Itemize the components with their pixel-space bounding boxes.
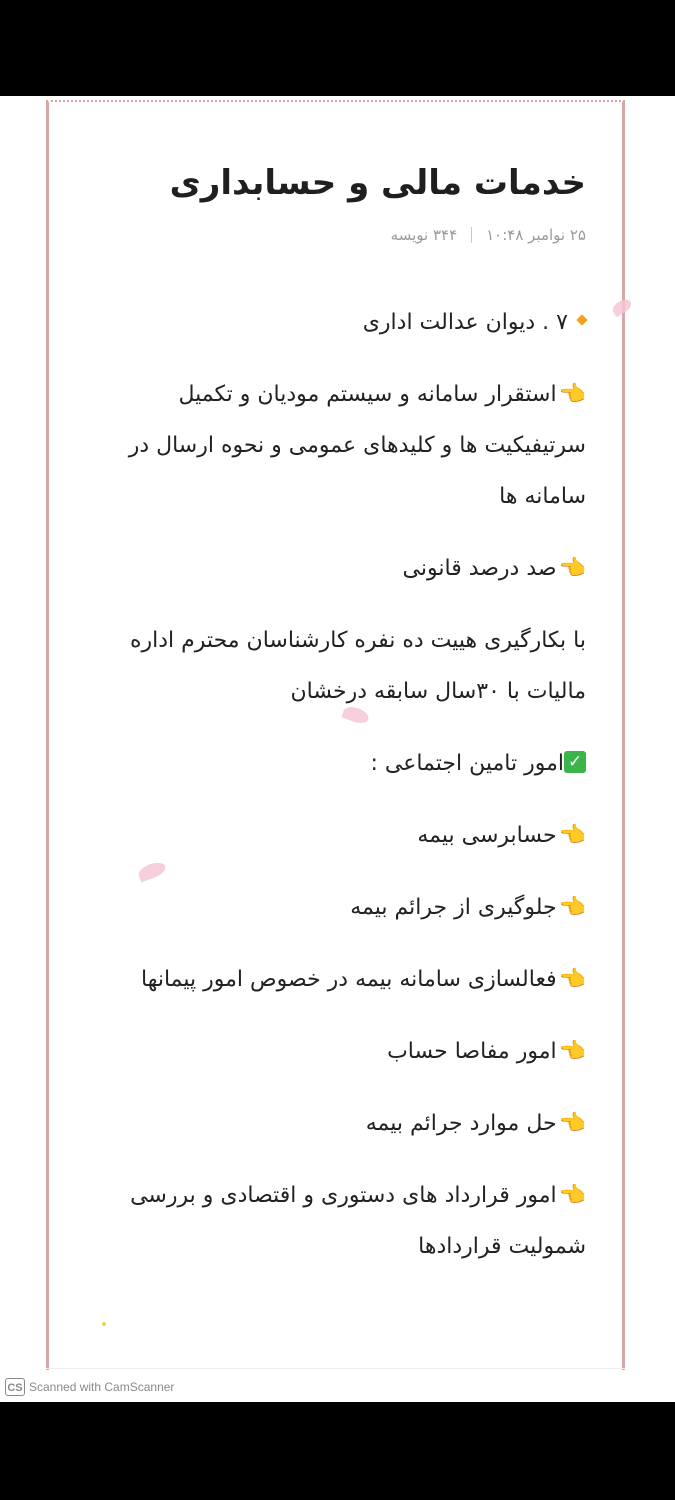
camscanner-logo-icon: CS [5, 1378, 25, 1396]
paragraph [80, 1098, 586, 1149]
article-content [80, 155, 586, 1293]
check-mark-icon: ✓ [564, 751, 586, 773]
paragraph-text: صد درصد قانونی [402, 556, 557, 581]
pointing-hand-icon: 👈 [558, 556, 586, 581]
paragraph-text: حل موارد جرائم بیمه [365, 1111, 557, 1136]
paragraph [80, 369, 586, 522]
paragraph [80, 615, 586, 717]
top-black-bar [0, 0, 675, 96]
paragraph [80, 1026, 586, 1077]
camscanner-watermark [5, 1378, 174, 1396]
article-author: ۳۴۴ نویسه [390, 226, 458, 244]
page-bottom-divider [46, 1368, 625, 1369]
paragraph-text: امور مفاصا حساب [387, 1039, 557, 1064]
pointing-hand-icon: 👈 [558, 1183, 586, 1208]
article-title: خدمات مالی و حسابداری [169, 163, 586, 203]
paragraph-text: ۷ . دیوان عدالت اداری [362, 310, 568, 335]
paragraph [80, 297, 586, 348]
paragraph-text: جلوگیری از جرائم بیمه [350, 895, 557, 920]
pointing-hand-icon: 👈 [558, 967, 586, 992]
pointing-hand-icon: 👈 [558, 1111, 586, 1136]
diamond-icon [576, 314, 587, 325]
pointing-hand-icon: 👈 [558, 823, 586, 848]
paragraph-text: فعالسازی سامانه بیمه در خصوص امور پیمانها [141, 967, 557, 992]
pointing-hand-icon: 👈 [558, 895, 586, 920]
paragraph-text: امور قرارداد های دستوری و اقتصادی و بررسی شمولیت قراردادها [130, 1183, 586, 1259]
watermark-text: Scanned with CamScanner [29, 1380, 175, 1394]
meta-separator [471, 227, 472, 243]
paragraph [80, 543, 586, 594]
paragraph [80, 954, 586, 1005]
paragraph-text: استقرار سامانه و سیستم مودیان و تکمیل سرتیفیکیت ها و کلیدهای عمومی و نحوه ارسال در سامانه ها [128, 382, 586, 509]
paragraph-text: با بکارگیری هییت ده نفره کارشناسان محترم اداره مالیات با ۳۰سال سابقه درخشان [130, 628, 586, 704]
bottom-black-bar [0, 1402, 675, 1500]
paragraph [80, 1170, 586, 1272]
pointing-hand-icon: 👈 [558, 1039, 586, 1064]
paragraph [80, 810, 586, 861]
paragraph [80, 882, 586, 933]
paragraph-text: امور تامین اجتماعی : [370, 751, 564, 776]
paragraph-text: حسابرسی بیمه [417, 823, 557, 848]
paragraph [80, 738, 586, 789]
article-date: ۲۵ نوامبر ۱۰:۴۸ [486, 226, 586, 244]
article-body [80, 297, 586, 1272]
article-meta [80, 223, 586, 247]
dot-decoration [102, 1322, 106, 1326]
pointing-hand-icon: 👈 [558, 382, 586, 407]
